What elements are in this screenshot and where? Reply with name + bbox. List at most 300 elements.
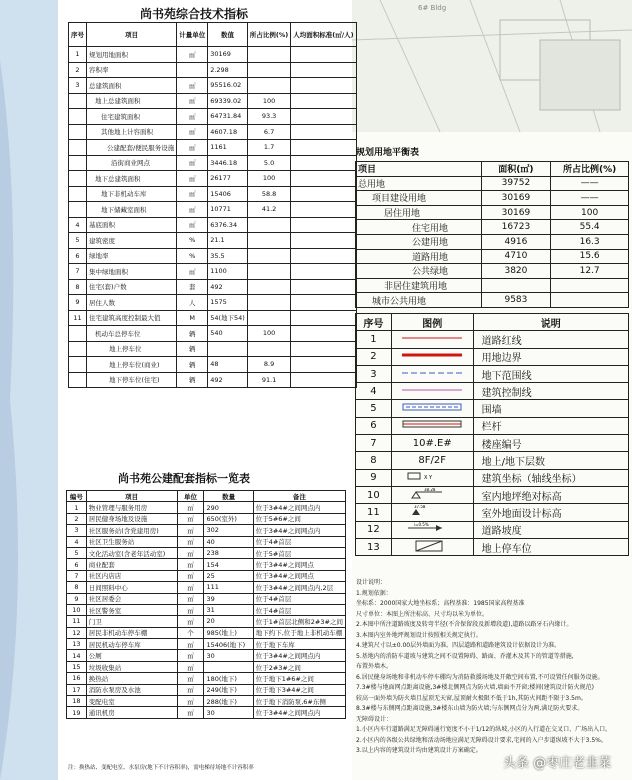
tech-index-row-cell [291, 109, 356, 125]
facility-row-cell: ㎡ [177, 593, 204, 604]
legend-header-cell: 说明 [473, 314, 628, 331]
svg-text:X Y: X Y [424, 475, 433, 482]
tech-index-row-cell [291, 217, 356, 233]
facility-row-cell: 位于2#3#之间 [253, 661, 345, 672]
legend-row-cell [391, 383, 473, 400]
tech-index-row-cell: 21.1 [208, 233, 248, 249]
land-balance-row-cell: 项目建设用地 [356, 191, 482, 206]
facility-row-cell: 9 [67, 593, 87, 604]
tech-index-row [69, 109, 357, 125]
tech-index-row-cell [247, 217, 290, 233]
tech-index-row-cell: 15406 [208, 186, 248, 202]
design-note-line: 1.小区内车行道路满足无障碍通行宽度不小于1/12的纵坡,小区的入行道在交叉口、广场出入口。 [356, 726, 612, 733]
legend-row [356, 504, 629, 521]
legend-row-cell: 道路红线 [473, 331, 628, 348]
legend-row-cell: 建筑控制线 [473, 383, 628, 400]
design-note-line: 较高一面外墙为防火墙且屋顶无天窗,屋顶耐火极限不低于1h,其防火间距不限于3.5m。 [356, 694, 587, 702]
tech-index-row-cell: 建筑密度 [87, 233, 177, 249]
facility-row-cell: 3 [67, 525, 87, 536]
tech-index-row-cell: 4 [69, 217, 87, 233]
legend-row-cell [391, 521, 473, 538]
facility-row-cell: 社区卫生服务站 [86, 536, 177, 547]
facility-row-cell: 10 [67, 604, 87, 615]
tech-index-row-cell: 规划用地面积 [87, 47, 177, 63]
land-balance-row-cell: 非居住建筑用地 [356, 278, 482, 293]
facility-row-cell: 985(地上) [204, 627, 253, 638]
tech-index-row-cell: 100 [247, 326, 290, 342]
tech-index-row-cell: ㎡ [177, 186, 208, 202]
facility-row-cell: ㎡ [177, 661, 204, 672]
facility-row-cell: 位于3#4#之间网点内 [253, 650, 345, 661]
facility-row [67, 684, 346, 695]
tech-index-row-cell [247, 310, 290, 326]
tech-index-row-cell [291, 78, 356, 94]
tech-index-row-cell: 其他地上计容面积 [87, 124, 177, 140]
tech-index-row-cell: 1.7 [247, 140, 290, 156]
tech-index-row-cell [247, 62, 290, 78]
tech-index-row-cell: 辆 [177, 357, 208, 373]
tech-index-row-cell: % [177, 248, 208, 264]
design-note-line: 3.本图内室外地坪规划设计按照相关规定执行。 [356, 631, 482, 639]
tech-index-row-cell: 6376.34 [208, 217, 248, 233]
tech-index-row-cell: 5.0 [247, 155, 290, 171]
facility-row-cell: 垃圾收集站 [86, 661, 177, 672]
legend-row [356, 348, 629, 365]
design-note-line: 1.规划依据： [356, 589, 392, 597]
legend-row-cell: 室外地面设计标高 [473, 504, 628, 521]
legend-symbol-icon [402, 386, 462, 397]
svg-text:i=0.5%: i=0.5% [414, 522, 429, 528]
land-balance-header-cell: 所占比例(%) [551, 162, 629, 177]
tech-index-row-cell [291, 264, 356, 280]
land-balance-row-cell: 总用地 [356, 176, 482, 191]
land-balance-row [356, 264, 629, 279]
tech-index-row-cell: 住宅(套)户数 [87, 279, 177, 295]
facility-row-cell: ㎡ [177, 570, 204, 581]
land-balance-row-cell [551, 278, 629, 293]
facility-row-cell: 位于3#4#之间网点 [253, 570, 345, 581]
land-balance-title: 规划用地平衡表 [356, 148, 420, 158]
tech-index-row-cell: 10771 [208, 202, 248, 218]
facility-row-cell: 社区警务室 [86, 604, 177, 615]
tech-index-row-cell: 住宅建筑高度控制最大值 [87, 310, 177, 326]
facility-row-cell: 30 [204, 707, 253, 718]
tech-index-row-cell [247, 47, 290, 63]
facility-row-cell: 社区服务站(含党建用房) [86, 525, 177, 536]
tech-index-row-cell: 492 [208, 279, 248, 295]
facility-row-cell: 消防水泵房及水池 [86, 684, 177, 695]
facility-row-cell: 社区居委会 [86, 593, 177, 604]
tech-index-row [69, 264, 357, 280]
facility-row-cell: 12 [67, 627, 87, 638]
design-note-line: 4.建筑尺寸以±0.00层外墙面为准。四层道路和道路建筑设计依据设计为准。 [356, 642, 561, 649]
tech-index-header-cell: 所占比例(%) [247, 23, 290, 47]
tech-index-row-cell: 地上停车位 [87, 341, 177, 357]
tech-index-row-cell: 492 [208, 372, 248, 388]
facility-row-cell: 居民机动车停车库 [86, 639, 177, 650]
tech-index-row-cell: 3446.18 [208, 155, 248, 171]
tech-index-row-cell [291, 47, 356, 63]
legend-row-cell: 8F/2F [391, 452, 473, 469]
land-balance-row-cell [551, 293, 629, 308]
tech-index-row [69, 155, 357, 171]
legend-row-cell: 道路坡度 [473, 521, 628, 538]
tech-index-row-cell: 7 [69, 264, 87, 280]
tech-index-row-cell [291, 341, 356, 357]
land-balance-row [356, 293, 629, 308]
svg-text:6# Bldg: 6# Bldg [418, 4, 447, 12]
legend-row-cell: 10 [356, 486, 392, 503]
tech-index-row [69, 93, 357, 109]
land-balance-row [356, 205, 629, 220]
facility-row-cell: 位于3#4#之间网点内,2层 [253, 582, 345, 593]
legend-row-cell: 5 [356, 400, 392, 417]
land-balance-row [356, 191, 629, 206]
facility-row-cell: ㎡ [177, 604, 204, 615]
tech-index-row-cell [291, 233, 356, 249]
tech-index-header-cell: 人均面积标准(㎡/人) [291, 23, 356, 47]
tech-index-row-cell [69, 202, 87, 218]
facility-row-cell: ㎡ [177, 525, 204, 536]
tech-index-row-cell: 2.298 [208, 62, 248, 78]
design-note-line: 3.以上内容的建筑设计均由建筑设计方案确定。 [356, 747, 482, 754]
facility-row-cell: 位于地下消防泵,6#东侧 [253, 696, 345, 707]
legend-row [356, 365, 629, 382]
facility-row-cell: ㎡ [177, 616, 204, 627]
tech-index-row-cell [291, 62, 356, 78]
facility-row-cell: ㎡ [177, 513, 204, 524]
land-balance-header [356, 162, 629, 177]
legend-row-cell: 围墙 [473, 400, 628, 417]
tech-index-row-cell: ㎡ [177, 202, 208, 218]
facility-header [67, 491, 346, 502]
legend-row-cell: 7 [356, 435, 392, 452]
tech-index-row-cell: ㎡ [177, 78, 208, 94]
tech-index-row-cell [291, 171, 356, 187]
tech-index-row-cell [291, 186, 356, 202]
facility-row-cell: 门卫 [86, 616, 177, 627]
legend-row-cell: 用地边界 [473, 348, 628, 365]
facility-row-cell: 17 [67, 684, 87, 695]
legend-row-cell: 4 [356, 383, 392, 400]
tech-index-row-cell: M [177, 310, 208, 326]
legend-row [356, 469, 629, 486]
facility-row-cell: 商业配套 [86, 559, 177, 570]
legend-row [356, 435, 629, 452]
facility-row [67, 696, 346, 707]
facility-row-cell: 位于地下车库 [253, 639, 345, 650]
legend-row-cell: 建筑坐标（轴线坐标） [473, 469, 628, 486]
tech-index-row-cell: 11 [69, 310, 87, 326]
tech-index-row-cell: 辆 [177, 372, 208, 388]
tech-index-row-cell: 5 [69, 233, 87, 249]
tech-index-row [69, 341, 357, 357]
tech-index-row-cell: 地下停车位(住宅) [87, 372, 177, 388]
tech-index-row-cell: 91.1 [247, 372, 290, 388]
tech-index-row [69, 295, 357, 311]
design-note-line: 7.3#楼与地面网点距离设施,3#楼北侧网点为防火墙,墙面不开窗;楼间(建筑设计防火规范) [356, 684, 594, 691]
tech-index-row-cell: 公建配套/便民服务设施 [87, 140, 177, 156]
tech-index-header-cell: 序号 [69, 23, 87, 47]
facility-row-cell: ㎡ [177, 502, 204, 513]
tech-index-row-cell: 41.2 [247, 202, 290, 218]
land-balance-row-cell: 30169 [481, 191, 551, 206]
design-note-line: 2.本图中所注道路坡度及转弯半径(不含保留段及新增段道),道路以路牙石内缘计。 [356, 621, 573, 628]
tech-index-row-cell: 容积率 [87, 62, 177, 78]
land-balance-table [355, 161, 629, 308]
land-balance-row-cell: 道路用地 [356, 249, 482, 264]
legend-row-cell: 13 [356, 538, 392, 555]
legend-row [356, 538, 629, 555]
facility-row-cell: 31 [204, 604, 253, 615]
legend-row-cell [391, 504, 473, 521]
land-balance-row [356, 278, 629, 293]
facility-row [67, 559, 346, 570]
facility-row-cell: 40 [204, 536, 253, 547]
tech-index-row-cell [291, 295, 356, 311]
facility-row-cell: 位于1#首层北侧和2#3#之间 [253, 616, 345, 627]
land-balance-row-cell [481, 278, 551, 293]
facility-row-cell: 位于3#4#之间网点内 [253, 502, 345, 513]
facility-row-cell: 文化活动室(含老年活动室) [86, 547, 177, 558]
tech-index-row-cell: 69339.02 [208, 93, 248, 109]
legend-row-cell [391, 348, 473, 365]
tech-index-row-cell: 35.5 [208, 248, 248, 264]
facility-row [67, 616, 346, 627]
facility-row-cell: 288(地下) [204, 696, 253, 707]
legend-symbol-icon [402, 487, 462, 503]
tech-index-row-cell [69, 93, 87, 109]
design-note-line: 设计说明： [356, 579, 387, 586]
tech-index-row-cell: 26177 [208, 171, 248, 187]
facility-row-cell: 238 [204, 547, 253, 558]
facility-row-cell: 14 [67, 650, 87, 661]
facility-row-cell: 居民非机动车停车棚 [86, 627, 177, 638]
land-balance-row-cell: 9583 [481, 293, 551, 308]
facility-row [67, 650, 346, 661]
tech-index-row-cell [291, 140, 356, 156]
tech-index-row-cell: 地下总建筑面积 [87, 171, 177, 187]
tech-index-row [69, 279, 357, 295]
legend-symbol-icon [402, 504, 462, 520]
land-balance-header-cell: 面积(㎡) [481, 162, 551, 177]
legend-table [355, 313, 629, 556]
land-balance-row-cell: 4710 [481, 249, 551, 264]
facility-header-cell: 备注 [253, 491, 345, 502]
tech-index-row-cell: ㎡ [177, 264, 208, 280]
tech-index-row-cell [247, 295, 290, 311]
facility-row [67, 547, 346, 558]
facility-row-cell: ㎡ [177, 582, 204, 593]
tech-index-header-cell: 数值 [208, 23, 248, 47]
facility-row-cell: 位于地下3#4#之间 [253, 684, 345, 695]
tech-index-row-cell: 54(地下54) [208, 310, 248, 326]
tech-index-row [69, 310, 357, 326]
facility-row [67, 604, 346, 615]
land-balance-row [356, 176, 629, 191]
facility-row-cell: 25 [204, 570, 253, 581]
facility-row-cell: ㎡ [177, 707, 204, 718]
facility-row [67, 536, 346, 547]
facility-row-cell [204, 661, 253, 672]
facility-row [67, 627, 346, 638]
tech-index-row-cell [69, 140, 87, 156]
facility-row-cell: 位于5#6#之间 [253, 513, 345, 524]
facility-row-cell: 4 [67, 536, 87, 547]
tech-index-row [69, 233, 357, 249]
land-balance-row-cell: —— [551, 191, 629, 206]
tech-index-row-cell [247, 233, 290, 249]
legend-symbol-icon [402, 351, 462, 362]
tech-index-row-cell [291, 310, 356, 326]
tech-index-row-cell: 地下储藏室面积 [87, 202, 177, 218]
tech-index-row-cell [208, 341, 248, 357]
facility-row [67, 639, 346, 650]
tech-index-row-cell [69, 326, 87, 342]
tech-index-row-cell [69, 171, 87, 187]
tech-index-row-cell [247, 279, 290, 295]
tech-index-row [69, 171, 357, 187]
land-balance-row-cell: 12.7 [551, 264, 629, 279]
facility-row-cell: 180(地下) [204, 673, 253, 684]
tech-index-row-cell: 机动车总停车位 [87, 326, 177, 342]
tech-index-row-cell: 58.8 [247, 186, 290, 202]
facility-row [67, 570, 346, 581]
design-note-line: 6.居民健身场地和非机动车停车棚均为消防救援场地及开敞空间布置,不可设置任何服务设施。 [356, 673, 604, 681]
facility-table-footnote: 注：换热站、变配电室、水泵房(地下不计容积率)，需电梯待场地不计容积率 [68, 765, 254, 771]
tech-index-row-cell: ㎡ [177, 155, 208, 171]
legend-row-cell: 1 [356, 331, 392, 348]
facility-row-cell: 位于5#首层 [253, 547, 345, 558]
land-balance-row [356, 249, 629, 264]
tech-index-row-cell: 6.7 [247, 124, 290, 140]
tech-index-row-cell: 住宅建筑面积 [87, 109, 177, 125]
land-balance-row-cell: 55.4 [551, 220, 629, 235]
facility-row-cell: 位于3#4#之间网点内 [253, 707, 345, 718]
land-balance-row-cell: 16723 [481, 220, 551, 235]
legend-symbol-icon [402, 473, 462, 484]
legend-row-cell: 地下范围线 [473, 365, 628, 382]
tech-index-row-cell: 1 [69, 47, 87, 63]
tech-index-header-cell: 项目 [87, 23, 177, 47]
legend-row-cell: 栏杆 [473, 417, 628, 434]
tech-index-row-cell: 95516.02 [208, 78, 248, 94]
tech-index-row-cell: 地下非机动车库 [87, 186, 177, 202]
svg-text:38.28: 38.28 [424, 487, 436, 492]
legend-symbol-icon [402, 421, 462, 432]
land-balance-row-cell: 15.6 [551, 249, 629, 264]
facility-row-cell: 社区内店店 [86, 570, 177, 581]
legend-symbol-icon [402, 334, 462, 345]
facility-row [67, 502, 346, 513]
facility-row [67, 707, 346, 718]
legend-row-cell: 11 [356, 504, 392, 521]
facility-row-cell: 位于4#首层 [253, 536, 345, 547]
tech-index-row-cell [291, 372, 356, 388]
design-notes [356, 578, 626, 757]
tech-index-row-cell: 8.9 [247, 357, 290, 373]
tech-index-row-cell: 居住人数 [87, 295, 177, 311]
tech-index-header-cell: 计量单位 [177, 23, 208, 47]
facility-row-cell: 16 [67, 673, 87, 684]
legend-row-cell: 10#.E# [391, 435, 473, 452]
tech-index-row-cell: ㎡ [177, 217, 208, 233]
tech-index-row-cell: 100 [247, 171, 290, 187]
land-balance-row-cell: 16.3 [551, 234, 629, 249]
design-note-line: 2.小区内的各级公共绿地和活动场地应满足无障碍设计要求,宅间的入户步道纵坡不大于3.5%。 [356, 736, 607, 744]
facility-header-cell: 项目 [86, 491, 177, 502]
facility-row-cell: 位于3#4#之间网点内 [253, 525, 345, 536]
tech-index-row-cell: 48 [208, 357, 248, 373]
facility-row-cell: 249(地下) [204, 684, 253, 695]
tech-index-row-cell: 1161 [208, 140, 248, 156]
tech-index-row-cell: 540 [208, 326, 248, 342]
tech-index-row [69, 357, 357, 373]
tech-index-row-cell: 1100 [208, 264, 248, 280]
tech-index-row-cell [247, 78, 290, 94]
legend-row-cell [391, 538, 473, 555]
facility-row-cell: 111 [204, 582, 253, 593]
tech-index-row [69, 78, 357, 94]
tech-index-row-cell [291, 155, 356, 171]
tech-index-row-cell: 辆 [177, 341, 208, 357]
tech-index-row-cell: 100 [247, 93, 290, 109]
watermark: 头条 @枣庄老韭菜 [503, 756, 612, 771]
facility-row-cell: 19 [67, 707, 87, 718]
tech-index-row-cell: 沿街商业网点 [87, 155, 177, 171]
facility-row-cell: 位于4#首层 [253, 593, 345, 604]
legend-row-cell: 室内地坪绝对标高 [473, 486, 628, 503]
facility-row-cell: 30 [204, 650, 253, 661]
tech-index-row-cell [69, 155, 87, 171]
legend-row-cell: 9 [356, 469, 392, 486]
tech-index-row-cell [69, 186, 87, 202]
facility-header-cell: 数量 [204, 491, 253, 502]
facility-row-cell: 1 [67, 502, 87, 513]
legend-row [356, 331, 629, 348]
facility-row-cell: 地下约下,位于地上非机动车棚 [253, 627, 345, 638]
legend-symbol-icon [402, 522, 462, 537]
facility-row-cell: 日间照料中心 [86, 582, 177, 593]
tech-index-title: 尚书苑综合技术指标 [140, 7, 249, 21]
land-balance-row [356, 234, 629, 249]
design-note-line: 无障碍设计： [356, 715, 393, 723]
land-balance-row-cell: 居住用地 [356, 205, 482, 220]
tech-index-row-cell [69, 357, 87, 373]
tech-index-row [69, 124, 357, 140]
facility-row-cell: 290 [204, 502, 253, 513]
tech-index-row-cell: 总建筑面积 [87, 78, 177, 94]
tech-index-row-cell: 9 [69, 295, 87, 311]
tech-index-row-cell [291, 93, 356, 109]
legend-row-cell [391, 469, 473, 486]
facility-row-cell: ㎡ [177, 650, 204, 661]
tech-index-row [69, 372, 357, 388]
facility-row-cell: 39 [204, 593, 253, 604]
facility-table [66, 490, 346, 719]
tech-index-row-cell [69, 372, 87, 388]
facility-row-cell: 位于3#4#之间网点 [253, 559, 345, 570]
legend-symbol-icon [402, 369, 462, 380]
facility-row [67, 582, 346, 593]
tech-index-row-cell [291, 326, 356, 342]
facility-row-cell: 位于4#首层 [253, 604, 345, 615]
tech-index-row-cell [69, 109, 87, 125]
legend-row-cell: 地上/地下层数 [473, 452, 628, 469]
land-balance-row-cell: 公共绿地 [356, 264, 482, 279]
facility-row-cell: 154 [204, 559, 253, 570]
tech-index-row-cell: ㎡ [177, 171, 208, 187]
